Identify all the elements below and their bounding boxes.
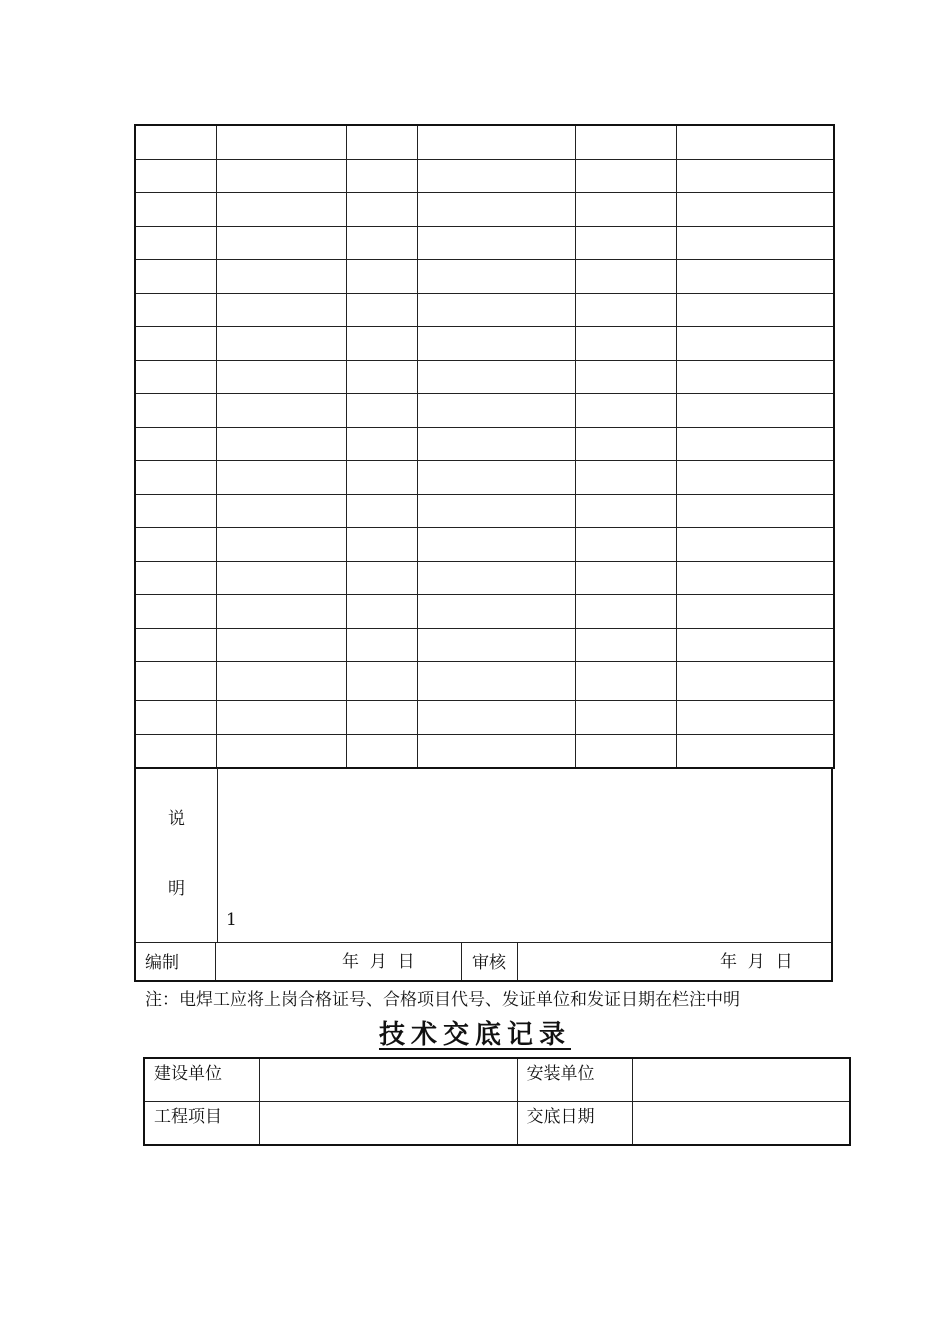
signature-divider	[215, 942, 216, 980]
page-number: 1	[226, 910, 237, 930]
table-row	[135, 734, 834, 768]
compile-date: 年 月 日	[342, 952, 415, 972]
table-row	[135, 360, 834, 394]
explanation-label-cell	[136, 768, 218, 942]
explanation-label-char-2: 明	[168, 879, 185, 899]
table-row	[135, 293, 834, 327]
table-row	[135, 662, 834, 701]
table-row	[135, 461, 834, 495]
installer-value[interactable]	[632, 1058, 850, 1102]
table-row	[135, 327, 834, 361]
table-row	[135, 260, 834, 294]
table-row	[135, 494, 834, 528]
welder-roster-table	[134, 124, 835, 769]
explanation-label-char-1: 说	[168, 809, 185, 829]
table-row	[135, 701, 834, 735]
table-row	[135, 193, 834, 227]
owner-value[interactable]	[259, 1058, 517, 1102]
project-label: 工程项目	[144, 1102, 259, 1146]
table-row	[135, 125, 834, 159]
table-row	[135, 628, 834, 662]
installer-label: 安装单位	[517, 1058, 632, 1102]
table-row	[135, 595, 834, 629]
roster-body	[135, 125, 834, 768]
briefing-info-table	[143, 1057, 851, 1146]
table-row	[144, 1058, 850, 1102]
table-row	[135, 159, 834, 193]
project-value[interactable]	[259, 1102, 517, 1146]
table-row	[135, 561, 834, 595]
table-row	[135, 394, 834, 428]
page-title	[0, 1014, 950, 1051]
compiler-label: 编制	[145, 953, 179, 973]
owner-label: 建设单位	[144, 1058, 259, 1102]
table-row	[135, 427, 834, 461]
signature-divider	[517, 942, 518, 980]
footnote: 注：电焊工应将上岗合格证号、合格项目代号、发证单位和发证日期在栏注中明	[145, 990, 740, 1010]
review-date: 年 月 日	[720, 952, 793, 972]
signature-divider	[461, 942, 462, 980]
table-row	[135, 528, 834, 562]
briefing-date-value[interactable]	[632, 1102, 850, 1146]
explanation-section	[134, 768, 833, 943]
table-row	[135, 226, 834, 260]
briefing-date-label: 交底日期	[517, 1102, 632, 1146]
signature-row	[134, 942, 833, 982]
reviewer-label: 审核	[472, 953, 506, 973]
table-row	[144, 1102, 850, 1146]
page-title-text: 技术交底记录	[378, 1020, 571, 1050]
